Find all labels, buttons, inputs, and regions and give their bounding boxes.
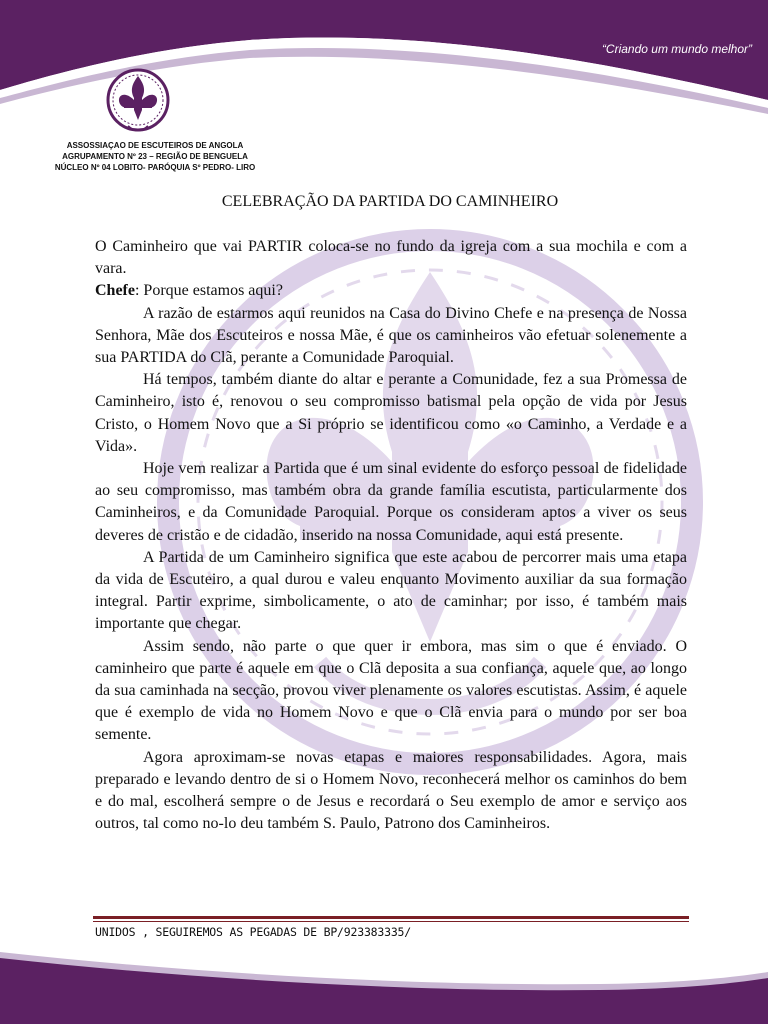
scout-logo [104,66,172,138]
paragraph-1: A razão de estarmos aqui reunidos na Casa do Divino Chefe e na presença de Nossa Senhora, Mãe dos Escuteiros e nossa Mãe, é que os caminheiros vão efetuar solenemente a sua PARTIDA do Clã, perante a Comunidade Paroquial. [95,304,687,367]
org-line-3: NÚCLEO Nº 04 LOBITO- PARÓQUIA Sº PEDRO- LIRO [54,163,256,172]
org-line-2: AGRUPAMENTO Nº 23 – REGIÃO DE BENGUELA [62,152,248,161]
chefe-line [95,280,687,302]
footer-text: UNIDOS , SEGUIREMOS AS PEGADAS DE BP/923383335/ [95,925,412,939]
intro-paragraph: O Caminheiro que vai PARTIR coloca-se no fundo da igreja com a sua mochila e com a vara. [95,238,687,278]
footer-divider [93,916,689,924]
footer-band [0,944,768,1024]
chefe-question: : Porque estamos aqui? [134,282,283,300]
chefe-label: Chefe [95,282,135,300]
paragraph-2: Há tempos, também diante do altar e perante a Comunidade, fez a sua Promessa de Caminheiro, isto é, renovou o seu compromisso batismal pela opção de vida por Jesus Cristo, o Homem Novo que a Si próprio se identificou como «o Caminho, a Verdade e a Vida». [95,371,687,455]
paragraph-6: Agora aproximam-se novas etapas e maiores responsabilidades. Agora, mais preparado e levando dentro de si o Homem Novo, reconhecerá melhor os caminhos do bem e do mal, escolherá sempre o de Jesus e recordará o Seu exemplo de amor e serviço aos outros, tal como no-lo deu também S. Paulo, Patrono dos Caminheiros. [95,748,687,833]
document-body [95,236,687,835]
document-title: CELEBRAÇÃO DA PARTIDA DO CAMINHEIRO [221,193,559,210]
motto-text: “Criando um mundo melhor” [601,42,752,56]
paragraph-5: Assim sendo, não parte o que quer ir embora, mas sim o que é enviado. O caminheiro que parte é aquele em que o Clã deposita a sua confiança, aquele que, ao longo da sua caminhada na secção, provou viver plenamente os valores escutistas. Assim, é aquele que é exemplo de vida no Homem Novo e que o Clã envia para o mundo por ser boa semente. [95,637,687,744]
paragraph-3: Hoje vem realizar a Partida que é um sinal evidente do esforço pessoal de fidelidade ao seu compromisso, mas também obra da grande família escutista, particularmente dos Caminheiros, e da Comunidade Paroquial. Porque os consideram aptos a viver os seus deveres de cristão e de cidadão, inserido na nossa Comunidade, aqui está presente. [95,460,687,544]
organization-header [20,140,290,173]
org-line-1: ASSOSSIAÇAO DE ESCUTEIROS DE ANGOLA [66,141,244,150]
paragraph-4: A Partida de um Caminheiro significa que este acabou de percorrer mais uma etapa da vida de Escuteiro, a qual durou e valeu enquanto Movimento auxiliar da sua formação integral. Partir exprime, simbolicamente, o ato de caminhar; por isso, é também mais importante que chegar. [95,548,687,633]
